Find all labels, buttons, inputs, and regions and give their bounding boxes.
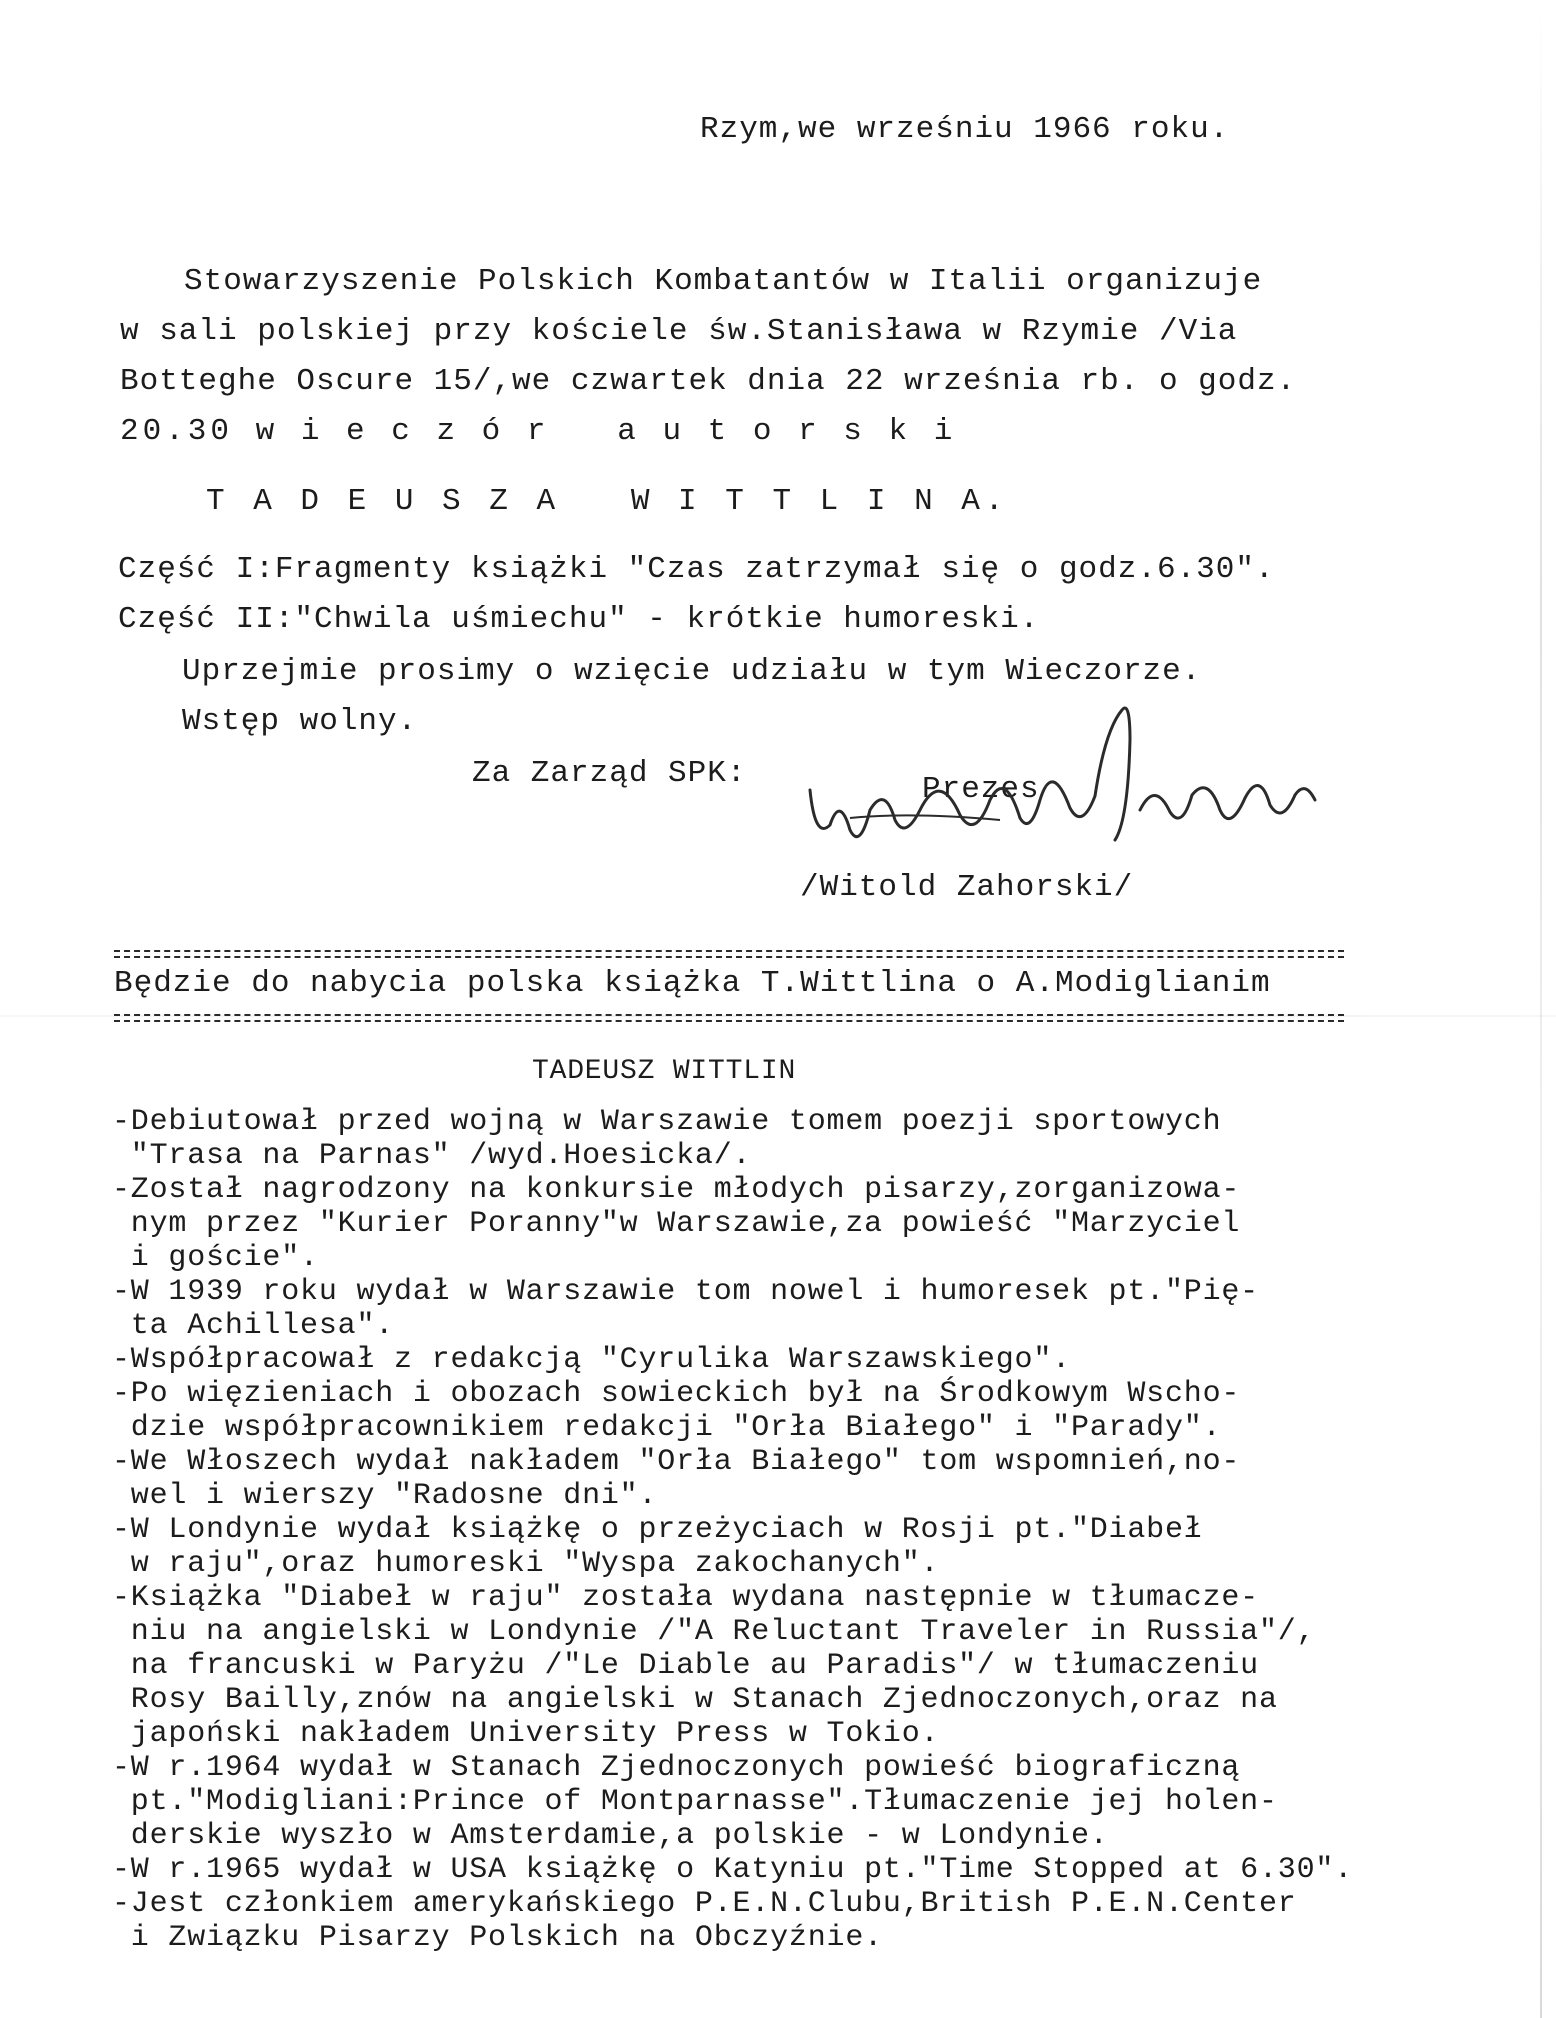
bio-line: -We Włoszech wydał nakładem "Orła Białego" tom wspomnień,no- (112, 1445, 1241, 1479)
announcement-line-3: Botteghe Oscure 15/,we czwartek dnia 22 września rb. o godz. (120, 364, 1297, 399)
president-name: /Witold Zahorski/ (800, 870, 1134, 905)
bio-line: "Trasa na Parnas" /wyd.Hoesicka/. (112, 1139, 752, 1173)
author-name-spaced: T A D E U S Z A W I T T L I N A. (206, 484, 1009, 519)
bio-line: -Współpracował z redakcją "Cyrulika Warszawskiego". (112, 1343, 1071, 1377)
entry-free-text: Wstęp wolny. (182, 704, 418, 739)
president-title: Prezes (922, 772, 1040, 807)
board-label: Za Zarząd SPK: (472, 756, 747, 791)
bio-line: nym przez "Kurier Poranny"w Warszawie,za powieść "Marzyciel (112, 1207, 1241, 1241)
separator-rule-bottom (114, 1014, 1344, 1022)
bio-line: -Został nagrodzony na konkursie młodych pisarzy,zorganizowa- (112, 1173, 1241, 1207)
bio-line: dzie współpracownikiem redakcji "Orła Białego" i "Parady". (112, 1411, 1222, 1445)
separator-rule-top (114, 950, 1344, 958)
bio-line: Rosy Bailly,znów na angielski w Stanach Zjednoczonych,oraz na (112, 1683, 1278, 1717)
bio-line: -W r.1965 wydał w USA książkę o Katyniu pt."Time Stopped at 6.30". (112, 1853, 1353, 1887)
bio-line: -W 1939 roku wydał w Warszawie tom nowel i humoresek pt."Pię- (112, 1275, 1259, 1309)
program-part-1: Część I:Fragmenty książki "Czas zatrzymał się o godz.6.30". (118, 552, 1275, 587)
program-part-2: Część II:"Chwila uśmiechu" - krótkie humoreski. (118, 602, 1040, 637)
announcement-line-1: Stowarzyszenie Polskich Kombatantów w Italii organizuje (184, 264, 1263, 299)
biography-title: TADEUSZ WITTLIN (532, 1056, 797, 1087)
bio-line: -W r.1964 wydał w Stanach Zjednoczonych powieść biograficzną (112, 1751, 1241, 1785)
book-sale-notice: Będzie do nabycia polska książka T.Wittlina o A.Modiglianim (114, 966, 1271, 1001)
bio-line: i goście". (112, 1241, 319, 1275)
bio-line: -Debiutował przed wojną w Warszawie tomem poezji sportowych (112, 1105, 1222, 1139)
bio-line: derskie wyszło w Amsterdamie,a polskie - w Londynie. (112, 1819, 1109, 1853)
bio-line: ta Achillesa". (112, 1309, 395, 1343)
bio-line: -W Londynie wydał książkę o przeżyciach w Rosji pt."Diabeł (112, 1513, 1203, 1547)
bio-line: -Książka "Diabeł w raju" została wydana następnie w tłumacze- (112, 1581, 1259, 1615)
bio-line: i Związku Pisarzy Polskich na Obczyźnie. (112, 1921, 883, 1955)
bio-line: niu na angielski w Londynie /"A Reluctant Traveler in Russia"/, (112, 1615, 1316, 1649)
bio-line: -Po więzieniach i obozach sowieckich był na Środkowym Wscho- (112, 1377, 1241, 1411)
paper-edge-shadow (1540, 0, 1542, 2018)
bio-line: na francuski w Paryżu /"Le Diable au Paradis"/ w tłumaczeniu (112, 1649, 1259, 1683)
announcement-line-2: w sali polskiej przy kościele św.Stanisława w Rzymie /Via (120, 314, 1238, 349)
handwritten-signature (790, 700, 1350, 870)
bio-line: w raju",oraz humoreski "Wyspa zakochanych". (112, 1547, 940, 1581)
place-date: Rzym,we wrześniu 1966 roku. (700, 112, 1230, 147)
bio-line: japoński nakładem University Press w Tokio. (112, 1717, 940, 1751)
bio-line: wel i wierszy "Radosne dni". (112, 1479, 658, 1513)
bio-line: pt."Modigliani:Prince of Montparnasse".Tłumaczenie jej holen- (112, 1785, 1278, 1819)
invitation-text: Uprzejmie prosimy o wzięcie udziału w tym Wieczorze. (182, 654, 1202, 689)
bio-line: -Jest członkiem amerykańskiego P.E.N.Clubu,British P.E.N.Center (112, 1887, 1297, 1921)
announcement-line-4: 20.30 w i e c z ó r a u t o r s k i (120, 414, 957, 449)
